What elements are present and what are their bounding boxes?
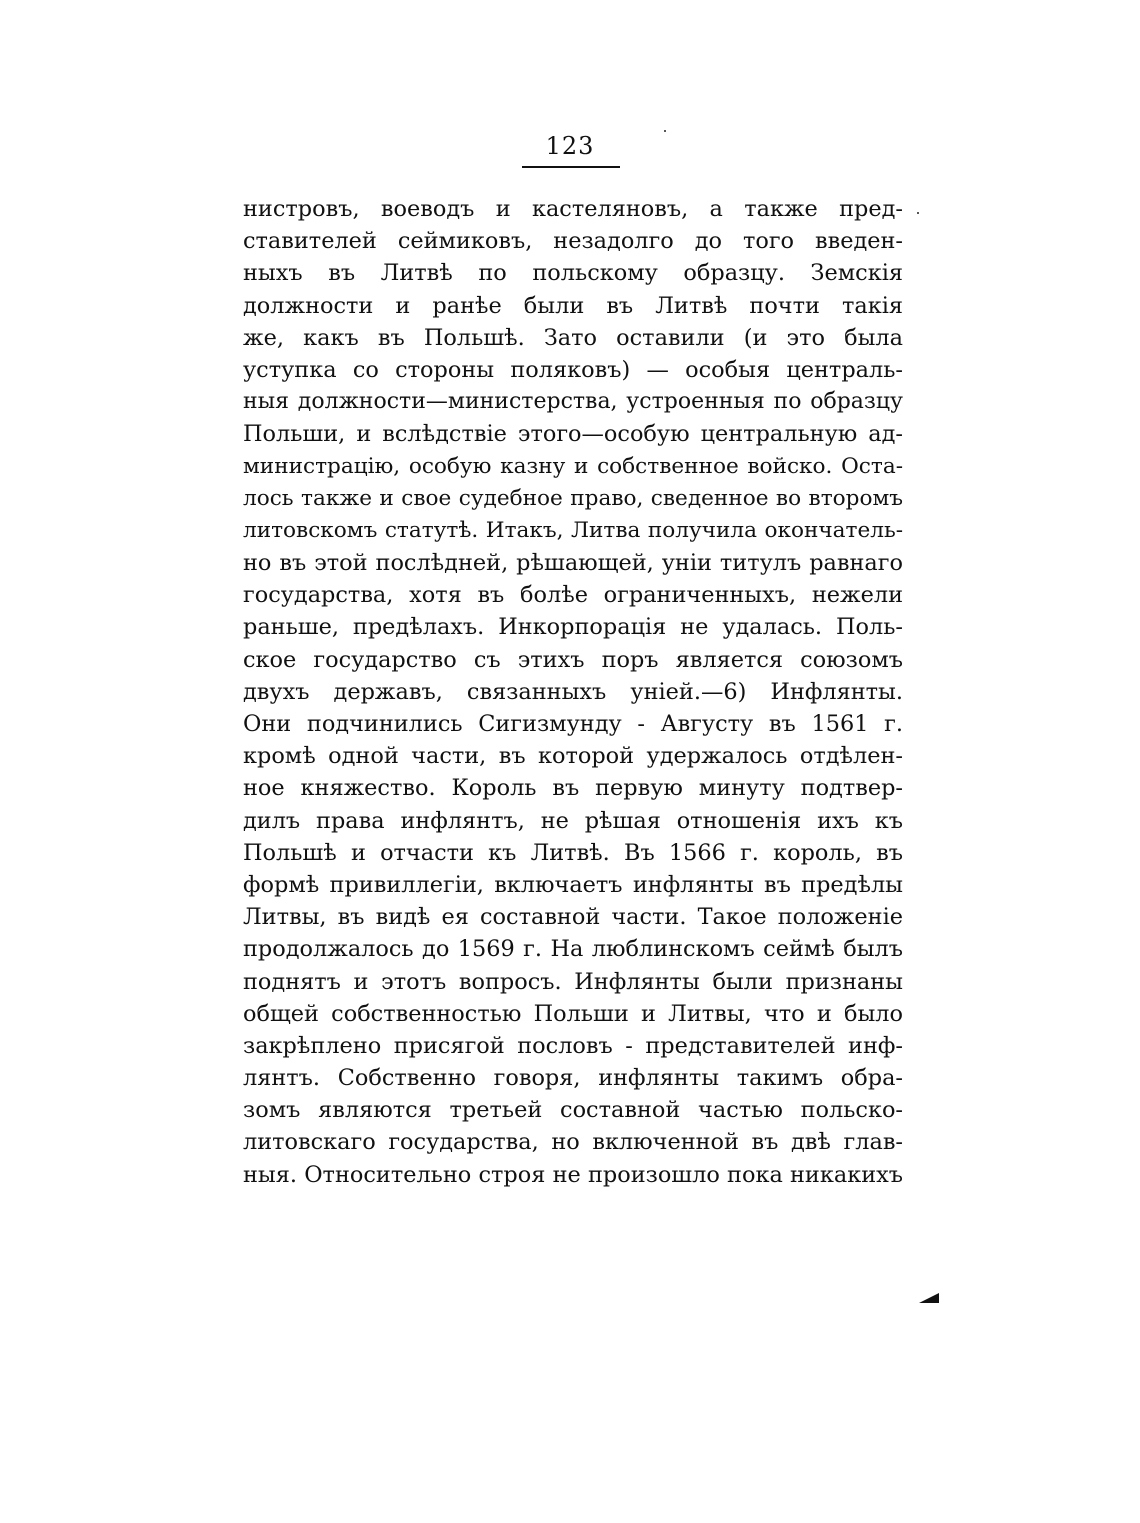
text-line: лянтъ. Собственно говоря, инфлянты такимъ обра-: [243, 1065, 903, 1092]
text-line: кромѣ одной части, въ которой удержалось отдѣлен-: [243, 743, 903, 770]
text-line: лось также и свое судебное право, сведенное во второмъ: [243, 485, 903, 511]
text-line: уступка со стороны поляковъ) — особыя централь-: [243, 356, 903, 383]
text-line: ное княжество. Король въ первую минуту подтвер-: [243, 775, 903, 802]
body-text: [243, 193, 903, 1191]
text-line: закрѣплено присягой пословъ - представителей инф-: [243, 1032, 903, 1059]
page-number: 123: [545, 132, 595, 160]
text-line: раньше, предѣлахъ. Инкорпорація не удалась. Поль-: [243, 614, 903, 641]
text-line: ныя. Относительно строя не произошло пока никакихъ: [243, 1161, 903, 1188]
text-line: зомъ являются третьей составной частью польско-: [243, 1097, 903, 1124]
text-line: же, какъ въ Польшѣ. Зато оставили (и это была: [243, 324, 903, 351]
text-line: двухъ державъ, связанныхъ уніей.—6) Инфлянты.: [243, 678, 903, 705]
text-line: формѣ привиллегіи, включаетъ инфлянты въ предѣлы: [243, 871, 903, 898]
text-line: продолжалось до 1569 г. На люблинскомъ сеймѣ былъ: [243, 936, 903, 963]
text-line: ставителей сеймиковъ, незадолго до того введен-: [243, 228, 903, 255]
text-line: литовскаго государства, но включенной въ двѣ глав-: [243, 1129, 903, 1156]
scan-speck: [664, 130, 666, 132]
text-line: Они подчинились Сигизмунду - Августу въ 1561 г.: [243, 711, 903, 737]
text-line: должности и ранѣе были въ Литвѣ почти такія: [243, 292, 903, 319]
text-line: ныя должности—министерства, устроенныя по образцу: [243, 389, 903, 415]
text-line: но въ этой послѣдней, рѣшающей, уніи титулъ равнаго: [243, 550, 903, 577]
text-line: Литвы, въ видѣ ея составной части. Такое положеніе: [243, 904, 903, 931]
text-line: ское государство съ этихъ поръ является союзомъ: [243, 646, 903, 673]
text-line: Польшѣ и отчасти къ Литвѣ. Въ 1566 г. король, въ: [243, 839, 903, 866]
corner-mark: [919, 1293, 939, 1303]
text-line: дилъ права инфлянтъ, не рѣшая отношенія ихъ къ: [243, 807, 903, 834]
page-number-rule: [522, 166, 620, 168]
text-line: нистровъ, воеводъ и кастеляновъ, а также пред-: [243, 196, 903, 222]
text-line: поднятъ и этотъ вопросъ. Инфлянты были признаны: [243, 968, 903, 995]
text-line: ныхъ въ Литвѣ по польскому образцу. Земскія: [243, 260, 903, 287]
text-line: общей собственностью Польши и Литвы, что и было: [243, 1000, 903, 1027]
text-line: государства, хотя въ болѣе ограниченныхъ, нежели: [243, 582, 903, 609]
scan-speck: [917, 212, 919, 214]
text-line: Польши, и вслѣдствіе этого—особую центральную ад-: [243, 421, 903, 448]
text-line: литовскомъ статутѣ. Итакъ, Литва получила окончатель-: [243, 517, 903, 543]
text-line: министрацію, особую казну и собственное войско. Оста-: [243, 453, 903, 479]
